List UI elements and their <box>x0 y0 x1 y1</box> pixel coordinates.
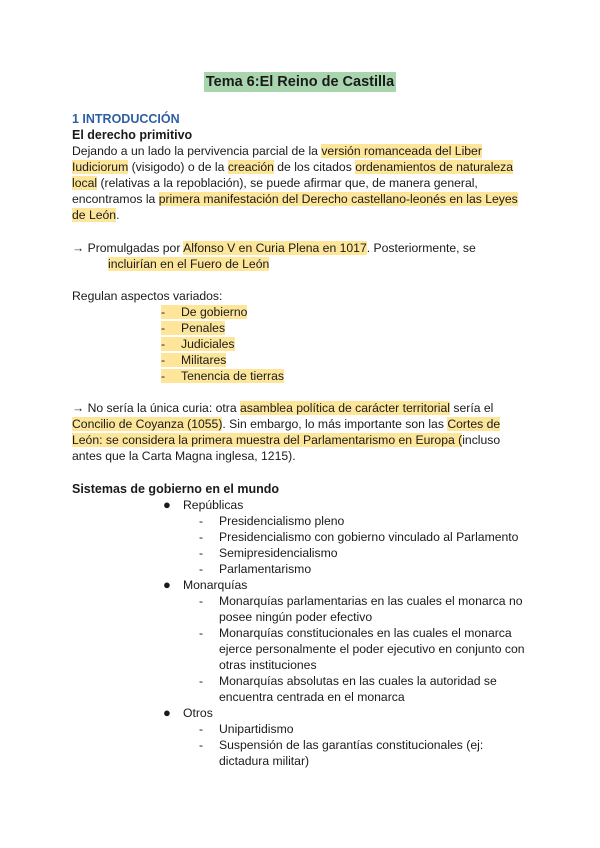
subheading-derecho-primitivo: El derecho primitivo <box>72 128 193 142</box>
dash-marker: - <box>199 674 204 688</box>
text: . Posteriormente, se <box>366 241 476 255</box>
item-text: Monarquías <box>183 578 248 592</box>
list-item-continuation: posee ningún poder efectivo <box>219 610 373 624</box>
text: → Promulgadas por <box>72 241 184 255</box>
subheading-sistemas: Sistemas de gobierno en el mundo <box>72 482 279 496</box>
bullet-marker: ● <box>163 577 171 592</box>
dash-marker: - <box>199 514 204 528</box>
text: encontramos la <box>72 192 159 206</box>
bullet-marker: ● <box>163 497 171 512</box>
highlight: León: se considera la primera muestra del Parlamentarismo en Europa ( <box>72 433 463 447</box>
para1-line5 <box>72 207 119 223</box>
dash-marker: - <box>199 562 204 576</box>
dash-marker: - <box>199 594 204 608</box>
list-item-continuation: encuentra centrada en el monarca <box>219 690 405 704</box>
para2-line1 <box>72 240 476 256</box>
highlight: Cortes de <box>447 417 501 431</box>
item-text: Judiciales <box>181 337 235 351</box>
list-item <box>161 320 225 336</box>
item-text: De gobierno <box>181 305 248 319</box>
dash-marker: - <box>199 530 204 544</box>
dash-marker: - <box>199 738 204 752</box>
highlight: local <box>72 176 98 190</box>
dash-marker: - <box>161 305 166 319</box>
list-item <box>199 513 344 529</box>
dash-marker: - <box>161 337 166 351</box>
dash-marker: - <box>161 369 166 383</box>
dash-marker: - <box>161 353 166 367</box>
highlight: ordenamientos de naturaleza <box>355 160 514 174</box>
list-item <box>199 625 512 641</box>
text: de los citados <box>273 160 356 174</box>
bullet-item-otros <box>163 705 213 721</box>
text: sería el <box>450 401 494 415</box>
highlight: primera manifestación del Derecho castellano-leonés en las Leyes <box>158 192 518 206</box>
highlight: versión romanceada del Liber <box>321 144 482 158</box>
dash-marker: - <box>199 626 204 640</box>
item-text: Unipartidismo <box>219 722 294 736</box>
bullet-marker: ● <box>163 705 171 720</box>
item-text: Monarquías parlamentarias en las cuales el monarca no <box>219 594 523 608</box>
item-text: Monarquías absolutas en las cuales la autoridad se <box>219 674 497 688</box>
list-item-continuation: dictadura militar) <box>219 754 310 768</box>
para1-line4 <box>72 191 518 207</box>
item-text: Suspensión de las garantías constitucionales (ej: <box>219 738 484 752</box>
text: . Sin embargo, lo más importante son las <box>222 417 448 431</box>
bullet-item-monarquias <box>163 577 247 593</box>
highlight: de León <box>72 208 117 222</box>
item-text: Tenencia de tierras <box>181 369 284 383</box>
highlight: asamblea política de carácter territorial <box>240 401 450 415</box>
item-text: Otros <box>183 706 213 720</box>
text: Dejando a un lado la pervivencia parcial de la <box>72 144 322 158</box>
list-item <box>199 593 523 609</box>
item-text: Semipresidencialismo <box>219 546 338 560</box>
para3-line2 <box>72 416 500 432</box>
item-text: Militares <box>181 353 227 367</box>
text: . <box>116 208 120 222</box>
list-item <box>199 545 338 561</box>
list-item <box>199 737 483 753</box>
highlight: incluirían en el Fuero de León <box>108 257 270 271</box>
para1-line2 <box>72 159 513 175</box>
dash-marker: - <box>161 321 166 335</box>
list-item <box>199 529 518 545</box>
text: (relativas a la repoblación), se puede afirmar que, de manera general, <box>97 176 478 190</box>
para1-line3 <box>72 175 478 191</box>
para3-line4: antes que la Carta Magna inglesa, 1215). <box>72 449 296 463</box>
list-item <box>161 368 284 384</box>
highlight: Concilio de Coyanza (1055) <box>72 417 223 431</box>
bullet-item-republicas <box>163 497 243 513</box>
para2-line2 <box>108 256 269 272</box>
highlight: creación <box>227 160 274 174</box>
section-heading-introduccion: 1 INTRODUCCIÓN <box>72 112 180 126</box>
list-item <box>161 304 247 320</box>
dash-marker: - <box>199 546 204 560</box>
list-item-continuation: ejerce personalmente el poder ejecutivo en conjunto con <box>219 642 525 656</box>
text: → No sería la única curia: otra <box>72 401 240 415</box>
highlight: Alfonso V en Curia Plena en 1017 <box>183 241 367 255</box>
para1-line1 <box>72 143 482 159</box>
list-item-continuation: otras instituciones <box>219 658 317 672</box>
item-text: Repúblicas <box>183 498 244 512</box>
item-text: Presidencialismo pleno <box>219 514 345 528</box>
list-item <box>199 561 311 577</box>
list-item <box>161 336 235 352</box>
list-item <box>161 352 226 368</box>
item-text: Presidencialismo con gobierno vinculado al Parlamento <box>219 530 519 544</box>
text: (visigodo) o de la <box>128 160 228 174</box>
item-text: Parlamentarismo <box>219 562 312 576</box>
list-item <box>199 721 294 737</box>
text: incluso <box>462 433 501 447</box>
item-text: Penales <box>181 321 226 335</box>
highlight: Iudiciorum <box>72 160 129 174</box>
page-title: Tema 6:El Reino de Castilla <box>205 74 395 90</box>
item-text: Monarquías constitucionales en las cuales el monarca <box>219 626 512 640</box>
para3-line3 <box>72 432 500 448</box>
dash-marker: - <box>199 722 204 736</box>
list-item <box>199 673 497 689</box>
regulan-intro: Regulan aspectos variados: <box>72 289 223 303</box>
para3-line1 <box>72 400 493 416</box>
